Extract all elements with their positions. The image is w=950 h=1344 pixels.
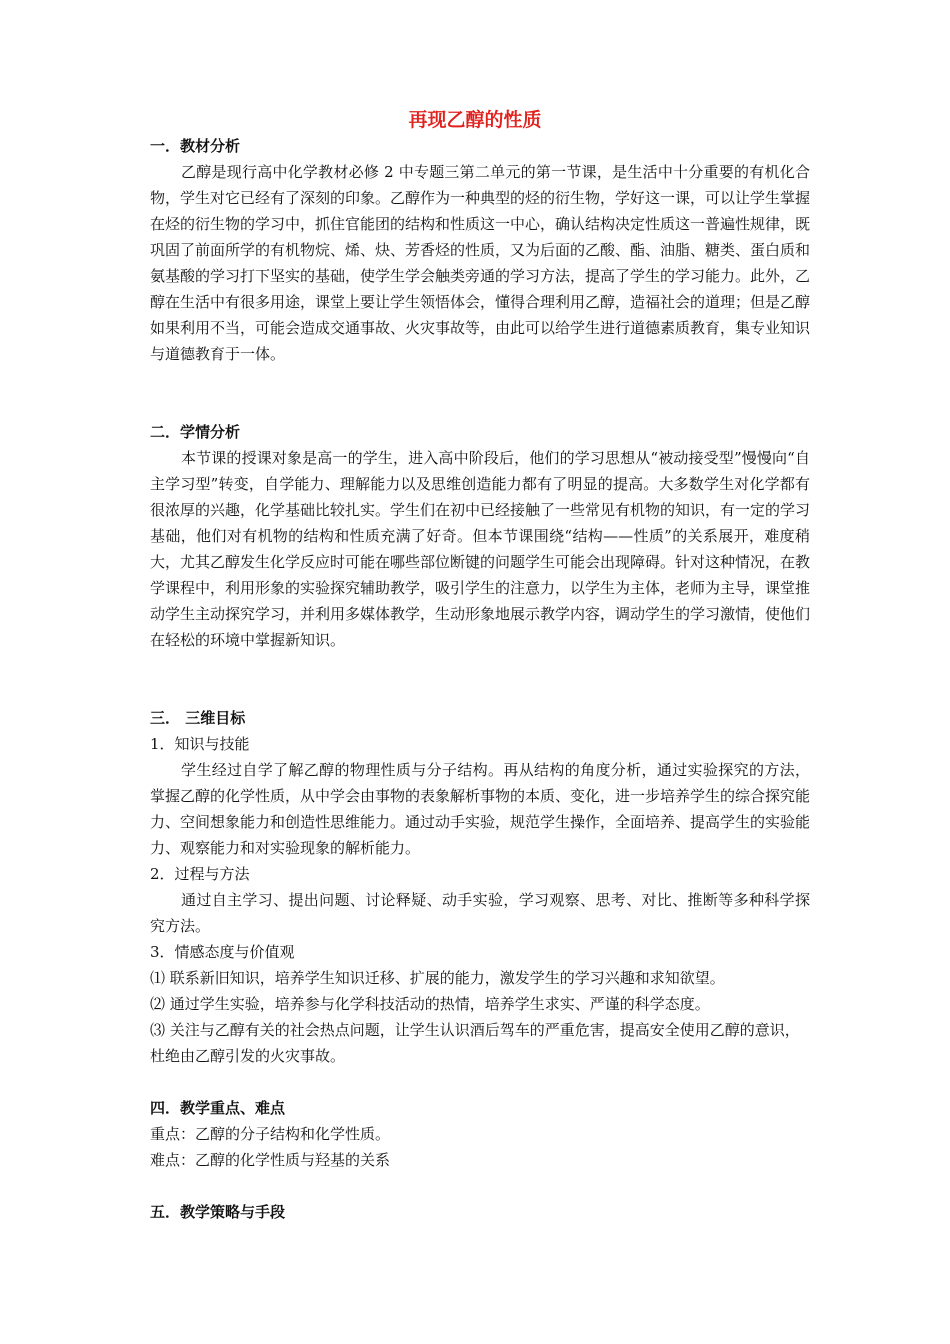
section-key-points bbox=[150, 1095, 810, 1173]
attitude-item-2: ⑵ 通过学生实验，培养参与化学科技活动的热情，培养学生求实、严谨的科学态度。 bbox=[150, 995, 710, 1013]
section-heading: 二．学情分析 bbox=[150, 423, 241, 441]
attitude-item-3: ⑶ 关注与乙醇有关的社会热点问题，让学生认识酒后驾车的严重危害，提高安全使用乙醇的意识，杜绝由乙醇引发的火灾事故。 bbox=[150, 1021, 800, 1065]
section-paragraph: 本节课的授课对象是高一的学生，进入高中阶段后，他们的学习思想从“被动接受型”慢慢向“自主学习型”转变，自学能力、理解能力以及思维创造能力都有了明显的提高。大多数学生对化学都有很浓厚的兴趣，化学基础比较扎实。学生们在初中已经接触了一些常见有机物的知识，有一定的学习基础，他们对有机物的结构和性质充满了好奇。但本节课围绕“结构——性质”的关系展开，难度稍大，尤其乙醇发生化学反应时可能在哪些部位断键的问题学生可能会出现障碍。针对这种情况，在教学课程中，利用形象的实验探究辅助教学，吸引学生的注意力，以学生为主体，老师为主导，课堂推动学生主动探究学习，并利用多媒体教学，生动形象地展示教学内容，调动学生的学习激情，使他们在轻松的环境中掌握新知识。 bbox=[150, 449, 811, 649]
section-heading: 三． 三维目标 bbox=[150, 709, 246, 727]
section-strategy bbox=[150, 1199, 810, 1225]
difficult-point: 难点：乙醇的化学性质与羟基的关系 bbox=[150, 1151, 391, 1169]
page-title: 再现乙醇的性质 bbox=[408, 109, 542, 131]
section-student-analysis bbox=[150, 419, 810, 653]
section-heading: 五．教学策略与手段 bbox=[150, 1203, 286, 1221]
subheading-attitude: 3．情感态度与价值观 bbox=[150, 943, 295, 961]
key-point: 重点：乙醇的分子结构和化学性质。 bbox=[150, 1125, 391, 1143]
section-textbook-analysis bbox=[150, 133, 810, 367]
subheading-knowledge: 1．知识与技能 bbox=[150, 735, 250, 753]
subheading-process: 2．过程与方法 bbox=[150, 865, 250, 883]
process-paragraph: 通过自主学习、提出问题、讨论释疑、动手实验，学习观察、思考、对比、推断等多种科学探究方法。 bbox=[150, 891, 810, 935]
section-objectives bbox=[150, 705, 810, 1069]
attitude-item-1: ⑴ 联系新旧知识，培养学生知识迁移、扩展的能力，激发学生的学习兴趣和求知欲望。 bbox=[150, 969, 725, 987]
section-heading: 四．教学重点、难点 bbox=[150, 1099, 286, 1117]
section-heading: 一．教材分析 bbox=[150, 137, 241, 155]
knowledge-paragraph: 学生经过自学了解乙醇的物理性质与分子结构。再从结构的角度分析，通过实验探究的方法，掌握乙醇的化学性质，从中学会由事物的表象解析事物的本质、变化，进一步培养学生的综合探究能力、空间想象能力和创造性思维能力。通过动手实验，规范学生操作，全面培养、提高学生的实验能力、观察能力和对实验现象的解析能力。 bbox=[150, 761, 811, 857]
section-paragraph: 乙醇是现行高中化学教材必修 2 中专题三第二单元的第一节课，是生活中十分重要的有机化合物，学生对它已经有了深刻的印象。乙醇作为一种典型的烃的衍生物，学好这一课，可以让学生掌握在烃的衍生物的学习中，抓住官能团的结构和性质这一中心，确认结构决定性质这一普遍性规律，既巩固了前面所学的有机物烷、烯、炔、芳香烃的性质，又为后面的乙酸、酯、油脂、糖类、蛋白质和氨基酸的学习打下坚实的基础，使学生学会触类旁通的学习方法，提高了学生的学习能力。此外，乙醇在生活中有很多用途，课堂上要让学生领悟体会，懂得合理利用乙醇，造福社会的道理；但是乙醇如果利用不当，可能会造成交通事故、火灾事故等，由此可以给学生进行道德素质教育，集专业知识与道德教育于一体。 bbox=[150, 163, 811, 363]
